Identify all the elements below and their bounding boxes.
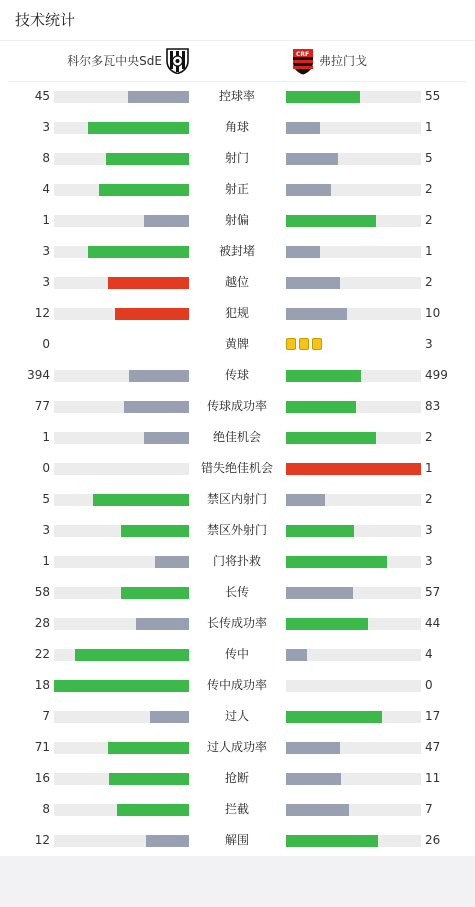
away-bar-track [286, 308, 421, 320]
stat-row [0, 670, 475, 701]
home-bar-fill [115, 308, 189, 320]
home-bar-track [54, 401, 189, 413]
away-value: 7 [425, 802, 433, 816]
away-bar-fill [286, 401, 356, 413]
home-bar-track [54, 649, 189, 661]
away-bar-fill [286, 184, 331, 196]
home-bar-fill [93, 494, 189, 506]
home-bar-fill [109, 773, 189, 785]
away-bar-fill [286, 711, 382, 723]
away-bar-track [286, 401, 421, 413]
stat-label: 长传 [224, 585, 249, 599]
away-value: 3 [425, 523, 433, 537]
home-value: 0 [42, 337, 50, 351]
stat-label: 射偏 [224, 213, 249, 227]
home-bar-fill [155, 556, 189, 568]
away-value: 5 [425, 151, 433, 165]
away-value: 47 [425, 740, 441, 754]
away-value: 26 [425, 833, 441, 847]
away-bar-track [286, 618, 421, 630]
stat-row [0, 763, 475, 794]
stat-row [0, 267, 475, 298]
stat-row [0, 701, 475, 732]
away-bar-fill [286, 370, 361, 382]
away-bar-track [286, 122, 421, 134]
stat-label: 长传成功率 [206, 616, 267, 630]
home-bar-track [54, 184, 189, 196]
stat-row [0, 732, 475, 763]
away-bar-fill [286, 587, 353, 599]
away-value: 55 [425, 89, 441, 103]
away-team-name: 弗拉门戈 [319, 54, 368, 68]
home-value: 394 [27, 368, 50, 382]
stats-list [0, 81, 475, 856]
stat-row [0, 298, 475, 329]
stat-row [0, 546, 475, 577]
away-bar-fill [286, 246, 320, 258]
home-bar-track [54, 773, 189, 785]
home-bar-fill [136, 618, 189, 630]
away-bar-track [286, 91, 421, 103]
home-bar-fill [150, 711, 189, 723]
stat-row [0, 360, 475, 391]
stat-row [0, 577, 475, 608]
stat-label: 错失绝佳机会 [200, 461, 273, 475]
yellow-card-icon [286, 338, 296, 350]
away-bar-fill [286, 835, 378, 847]
home-bar-track [54, 742, 189, 754]
home-value: 58 [34, 585, 50, 599]
away-bar-track [286, 432, 421, 444]
home-value: 71 [34, 740, 50, 754]
page-title: 技术统计 [15, 11, 76, 29]
away-bar-track [286, 525, 421, 537]
away-value: 44 [425, 616, 441, 630]
stat-row [0, 143, 475, 174]
home-value: 18 [34, 678, 50, 692]
away-value: 83 [425, 399, 441, 413]
away-bar-track [286, 246, 421, 258]
stat-row [0, 484, 475, 515]
away-team-crest-icon [292, 48, 314, 75]
home-bar-fill [99, 184, 189, 196]
stat-label: 射正 [224, 182, 249, 196]
stat-row [0, 329, 475, 360]
home-bar-fill [146, 835, 189, 847]
stat-label: 角球 [224, 120, 249, 134]
home-bar-fill [121, 525, 189, 537]
home-bar-track [54, 215, 189, 227]
stat-row [0, 81, 475, 112]
away-value: 3 [425, 554, 433, 568]
stat-row [0, 236, 475, 267]
home-team-crest-icon [165, 48, 190, 74]
stat-label: 传球成功率 [206, 399, 267, 413]
stat-label: 绝佳机会 [212, 430, 261, 444]
home-value: 5 [42, 492, 50, 506]
home-bar-fill [144, 215, 189, 227]
home-bar-track [54, 618, 189, 630]
home-value: 4 [42, 182, 50, 196]
away-value: 17 [425, 709, 441, 723]
yellow-cards [286, 338, 322, 351]
stat-row [0, 794, 475, 825]
home-value: 28 [34, 616, 50, 630]
away-bar-fill [286, 122, 320, 134]
stat-row [0, 608, 475, 639]
stat-label: 抢断 [224, 771, 249, 785]
away-bar-track [286, 277, 421, 289]
home-value: 22 [34, 647, 50, 661]
home-bar-fill [88, 122, 189, 134]
away-bar-fill [286, 804, 349, 816]
stat-label: 解围 [224, 833, 249, 847]
home-bar-fill [108, 277, 189, 289]
stat-row [0, 422, 475, 453]
stat-label: 拦截 [224, 802, 249, 816]
away-value: 2 [425, 492, 433, 506]
stat-row [0, 639, 475, 670]
away-value: 57 [425, 585, 441, 599]
home-bar-track [54, 835, 189, 847]
away-value: 1 [425, 120, 433, 134]
home-value: 12 [34, 306, 50, 320]
stat-row [0, 112, 475, 143]
home-bar-fill [128, 91, 189, 103]
away-bar-track [286, 463, 421, 475]
home-team-name: 科尔多瓦中央SdE [67, 54, 162, 68]
away-value: 1 [425, 461, 433, 475]
stat-label: 射门 [224, 151, 249, 165]
away-bar-fill [286, 556, 387, 568]
home-bar-track [54, 246, 189, 258]
home-value: 3 [42, 523, 50, 537]
yellow-card-icon [299, 338, 309, 350]
away-bar-track [286, 649, 421, 661]
stat-label: 禁区外射门 [206, 523, 267, 537]
away-value: 4 [425, 647, 433, 661]
home-bar-fill [108, 742, 189, 754]
away-bar-track [286, 370, 421, 382]
away-value: 2 [425, 213, 433, 227]
away-bar-fill [286, 91, 360, 103]
home-value: 1 [42, 213, 50, 227]
home-value: 3 [42, 244, 50, 258]
home-bar-fill [124, 401, 189, 413]
stat-label: 禁区内射门 [206, 492, 267, 506]
away-bar-track [286, 742, 421, 754]
stat-row [0, 174, 475, 205]
away-bar-track [286, 494, 421, 506]
away-bar-track [286, 804, 421, 816]
away-bar-fill [286, 525, 354, 537]
stat-label: 过人 [224, 709, 249, 723]
away-bar-track [286, 835, 421, 847]
stat-label: 被封堵 [218, 244, 255, 258]
away-bar-fill [286, 494, 325, 506]
away-value: 3 [425, 337, 433, 351]
home-value: 1 [42, 554, 50, 568]
home-bar-track [54, 308, 189, 320]
stat-row [0, 391, 475, 422]
away-value: 1 [425, 244, 433, 258]
away-bar-track [286, 711, 421, 723]
away-bar-fill [286, 432, 376, 444]
home-bar-track [54, 463, 189, 475]
stat-label: 黄牌 [224, 337, 249, 351]
away-bar-track [286, 587, 421, 599]
home-bar-track [54, 91, 189, 103]
stat-label: 传球 [224, 368, 249, 382]
home-bar-fill [54, 680, 189, 692]
stat-row [0, 205, 475, 236]
home-bar-track [54, 494, 189, 506]
home-value: 77 [34, 399, 50, 413]
stat-label: 犯规 [224, 306, 249, 320]
home-bar-track [54, 587, 189, 599]
home-value: 16 [34, 771, 50, 785]
home-bar-track [54, 804, 189, 816]
home-bar-fill [106, 153, 189, 165]
home-bar-track [54, 556, 189, 568]
away-bar-fill [286, 618, 368, 630]
stat-row [0, 825, 475, 856]
stat-row [0, 453, 475, 484]
home-bar-track [54, 711, 189, 723]
home-value: 8 [42, 151, 50, 165]
away-value: 0 [425, 678, 433, 692]
away-value: 2 [425, 275, 433, 289]
home-value: 3 [42, 275, 50, 289]
home-bar-fill [117, 804, 189, 816]
home-bar-track [54, 370, 189, 382]
home-value: 3 [42, 120, 50, 134]
away-value: 2 [425, 430, 433, 444]
home-value: 8 [42, 802, 50, 816]
home-bar-fill [88, 246, 189, 258]
stat-label: 门将扑救 [212, 554, 261, 568]
away-bar-fill [286, 308, 347, 320]
stat-label: 传中 [224, 647, 249, 661]
away-bar-track [286, 773, 421, 785]
away-bar-fill [286, 773, 341, 785]
away-bar-fill [286, 463, 421, 475]
home-bar-fill [121, 587, 189, 599]
stat-row [0, 515, 475, 546]
home-bar-fill [144, 432, 189, 444]
away-value: 499 [425, 368, 448, 382]
home-bar-track [54, 432, 189, 444]
away-bar-fill [286, 742, 340, 754]
away-bar-track [286, 184, 421, 196]
svg-text:CRF: CRF [296, 51, 310, 58]
home-value: 45 [34, 89, 50, 103]
home-value: 1 [42, 430, 50, 444]
home-bar-fill [129, 370, 189, 382]
away-bar-fill [286, 153, 338, 165]
stat-label: 越位 [224, 275, 249, 289]
home-bar-track [54, 277, 189, 289]
home-value: 0 [42, 461, 50, 475]
yellow-card-icon [312, 338, 322, 350]
away-bar-fill [286, 277, 340, 289]
away-value: 2 [425, 182, 433, 196]
stat-label: 控球率 [218, 89, 255, 103]
away-bar-track [286, 680, 421, 692]
home-value: 7 [42, 709, 50, 723]
away-value: 10 [425, 306, 441, 320]
home-bar-track [54, 680, 189, 692]
away-bar-track [286, 215, 421, 227]
away-bar-track [286, 556, 421, 568]
away-value: 11 [425, 771, 441, 785]
away-bar-fill [286, 215, 376, 227]
away-bar-track [286, 153, 421, 165]
home-bar-track [54, 153, 189, 165]
stat-label: 过人成功率 [206, 740, 267, 754]
away-bar-fill [286, 649, 307, 661]
home-bar-track [54, 122, 189, 134]
home-value: 12 [34, 833, 50, 847]
stat-label: 传中成功率 [206, 678, 267, 692]
home-bar-fill [75, 649, 189, 661]
divider [0, 40, 475, 41]
home-bar-track [54, 525, 189, 537]
